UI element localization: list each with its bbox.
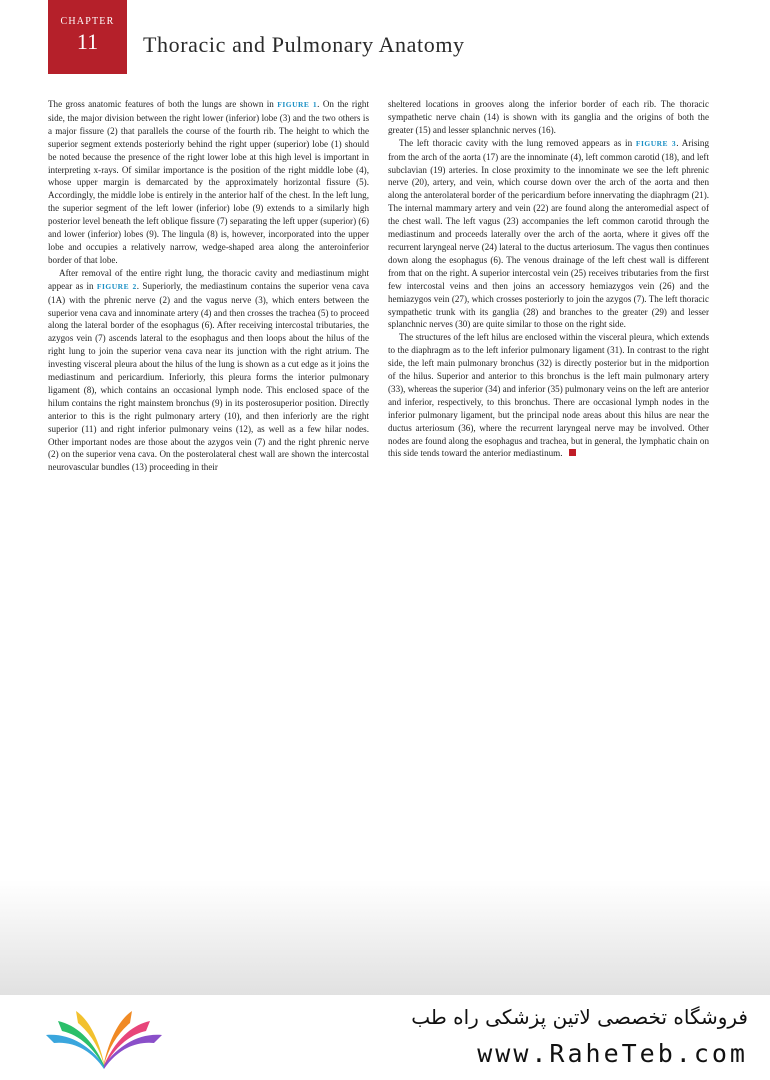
chapter-badge (48, 0, 127, 74)
page-bottom-shadow (0, 880, 770, 995)
store-name: فروشگاه تخصصی لاتین پزشکی راه طب (411, 1005, 748, 1029)
chapter-label: CHAPTER (60, 16, 115, 27)
store-website-link[interactable]: www.RaheTeb.com (477, 1039, 748, 1068)
figure-reference-link[interactable]: FIGURE 3 (635, 138, 677, 148)
paragraph: The left thoracic cavity with the lung removed appears as in FIGURE 3. Arising from the arch of the aorta (17) are the innominate (4), left common carotid (18), and left subclavian (19) arteries. In close proximity to the innominate we see the left phrenic nerve (20), artery, and vein, which course down over the arch of the aorta and then along the anterolateral border of the pericardium before innervating the diaphragm (21). The internal mammary artery and vein (22) are found along the anteromedial aspect of the chest wall. The left vagus (23) accompanies the left common carotid through the mediastinum and proceeds laterally over the arch of the aorta, where it gives off the recurrent laryngeal nerve (24) lateral to the ductus arteriosum. The vagus then continues down along the esophagus (6). The venous drainage of the left chest wall is different from that on the right. A superior intercostal vein (25) receives tributaries from the first few intercostal veins and then joins an accessory hemiazygos vein (26) and the hemiazygos vein (27), which crosses posteriorly to join the azygos (7). The left thoracic sympathetic trunk with its ganglia (28) and branches to the greater (29) and lesser splanchnic nerves (30) are quite similar to those on the right side. (388, 137, 710, 330)
left-text-column (48, 98, 369, 474)
figure-reference-link[interactable]: FIGURE 2 (96, 281, 137, 291)
figure-reference-link[interactable]: FIGURE 1 (277, 100, 318, 109)
right-text-column (388, 98, 709, 460)
open-book-logo-icon (44, 1003, 164, 1073)
paragraph: sheltered locations in grooves along the inferior border of each rib. The thoracic sympathetic nerve chain (14) is shown with its ganglia and the origins of both the greater (15) and lesser splanchnic nerves (16). (388, 99, 709, 135)
paragraph: The gross anatomic features of both the lungs are shown in FIGURE 1. On the right side, the major division between the right lower (inferior) lobe (3) and the two others is a major fissure (2) that parallels the course of the fourth rib. The height to which the superior segment extends posteriorly behind the right upper (superior) lobe (1) should be noted because the presence of the right lower lobe at this high level is important in interpreting x-rays. Of similar importance is the position of the right middle lobe (4), whose upper margin is demarcated by the approximately horizontal fissure (5). Accordingly, the middle lobe is entirely in the anterior half of the chest. In the left lung, the superior segment of the left lower (inferior) lobe (9) extends to a similarly high posterior level beneath the left oblique fissure (7) separating the left upper (superior) (6) and lower (inferior) lobes (9). The lingula (8) is, however, incorporated into the upper lobe and occupies a relatively narrow, wedge-shaped area along the anteroinferior border of that lobe. (48, 99, 370, 265)
end-of-chapter-mark (569, 449, 576, 456)
paragraph: After removal of the entire right lung, the thoracic cavity and mediastinum might appear as in FIGURE 2. Superiorly, the mediastinum contains the superior vena cava (1A) with the phrenic nerve (2) and the vagus nerve (3), which enters between the superior vena cava and innominate artery (4) and then crosses the trachea (5) to proceed along the lateral border of the esophagus (6). After receiving intercostal tributaries, the azygos vein (7) ascends lateral to the esophagus and then loops about the hilus of the right lung to join the superior vena cava near its junction with the right atrium. The investing visceral pleura about the hilus of the lung is shown as a cut edge as it joins the mediastinum and pericardium. Inferiorly, this pleura forms the interior pulmonary ligament (8), which contains an occasional lymph node. This enclosed space of the hilum contains the right mainstem bronchus (9) in its posterosuperior position. Directly anterior to this is the right pulmonary artery (10), and then inferiorly are the right superior (11) and right inferior pulmonary veins (12), as well as a few hilar nodes. Other important nodes are those about the azygos vein (7) and the right phrenic nerve (2) on the superior vena cava. On the posterolateral chest wall are shown the intercostal neurovascular bundles (13) proceeding in their (48, 267, 370, 473)
paragraph: The structures of the left hilus are enclosed within the visceral pleura, which extends to the diaphragm as to the left inferior pulmonary ligament (31). In contrast to the right side, the left main pulmonary bronchus (32) is directly posterior but in the midportion of the hilus. Superior and anterior to this bronchus is the left main pulmonary artery (33), whereas the superior (34) and inferior (35) pulmonary veins on the left are anterior and inferior, respectively, to this bronchus. There are occasional lymph nodes in the inferior pulmonary ligament, but the principal node areas about this hilus are near the ductus arteriosum (36), where the recurrent laryngeal nerve may be involved. Other nodes are found along the esophagus and trachea, but in general, the lymphatic chain on this side tends toward the anterior mediastinum. (388, 332, 709, 459)
chapter-number: 11 (76, 29, 99, 54)
store-footer (0, 995, 770, 1080)
chapter-title: Thoracic and Pulmonary Anatomy (143, 32, 465, 57)
